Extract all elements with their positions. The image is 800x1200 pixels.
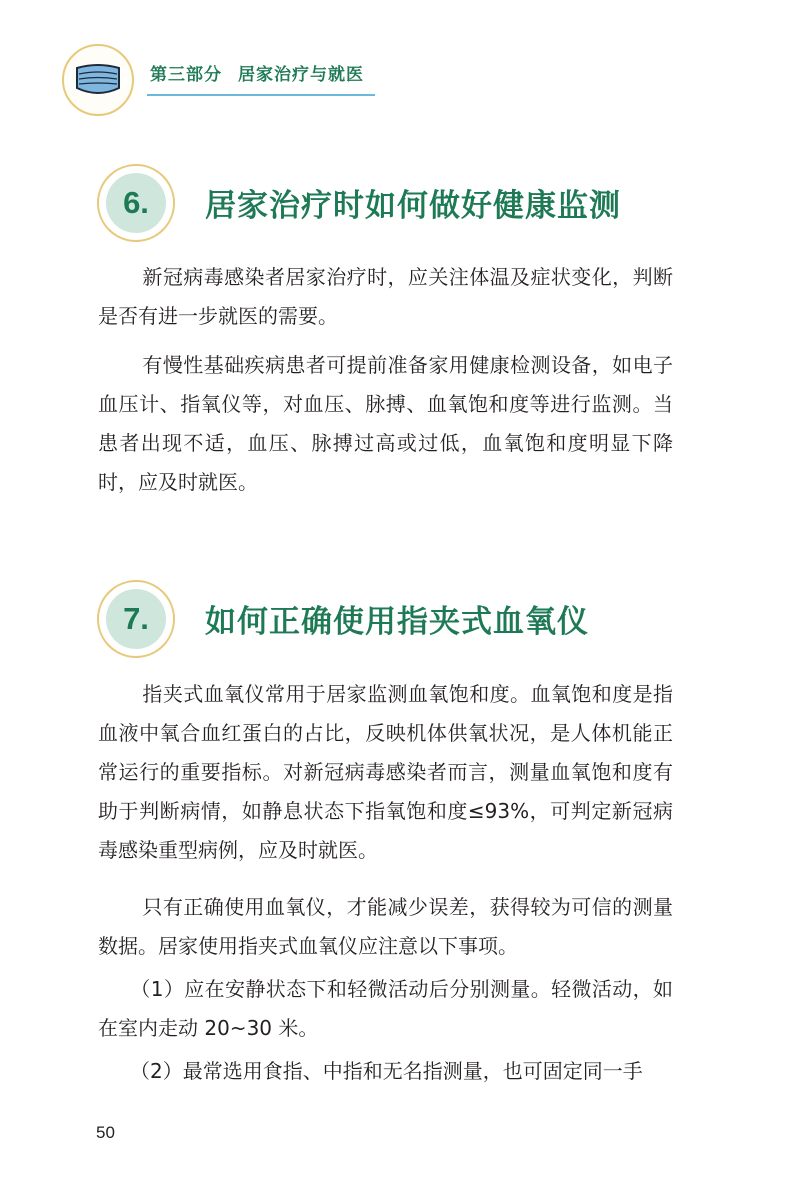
section-title: 居家治疗时如何做好健康监测 [205, 188, 621, 224]
part-title: 居家治疗与就医 [238, 65, 364, 85]
page-number: 50 [96, 1123, 115, 1142]
part-label: 第三部分 [150, 65, 222, 85]
section-title: 如何正确使用指夹式血氧仪 [205, 604, 589, 640]
paragraph: （2）最常选用食指、中指和无名指测量，也可固定同一手 [130, 1059, 643, 1083]
mask-icon [68, 60, 128, 100]
header-badge [62, 44, 134, 116]
section-number-badge [97, 580, 175, 658]
running-header [150, 60, 364, 85]
section-number-badge [97, 164, 175, 242]
paragraph: 新冠病毒感染者居家治疗时，应关注体温及症状变化，判断是否有进一步就医的需要。 [98, 265, 673, 328]
section-number: 6. [106, 173, 166, 233]
paragraph: 只有正确使用血氧仪，才能减少误差，获得较为可信的测量数据。居家使用指夹式血氧仪应注意以下事项。 [98, 895, 673, 958]
paragraph: 指夹式血氧仪常用于居家监测血氧饱和度。血氧饱和度是指血液中氧合血红蛋白的占比，反映机体供氧状况，是人体机能正常运行的重要指标。对新冠病毒感染者而言，测量血氧饱和度有助于判断病情，如静息状态下指氧饱和度≤93%，可判定新冠病毒感染重型病例，应及时就医。 [98, 682, 673, 862]
header-rule [147, 94, 375, 96]
paragraph: 有慢性基础疾病患者可提前准备家用健康检测设备，如电子血压计、指氧仪等，对血压、脉搏、血氧饱和度等进行监测。当患者出现不适，血压、脉搏过高或过低，血氧饱和度明显下降时，应及时就医。 [98, 353, 673, 494]
paragraph: （1）应在安静状态下和轻微活动后分别测量。轻微活动，如在室内走动 20~30 米。 [98, 977, 673, 1040]
section-number: 7. [106, 589, 166, 649]
